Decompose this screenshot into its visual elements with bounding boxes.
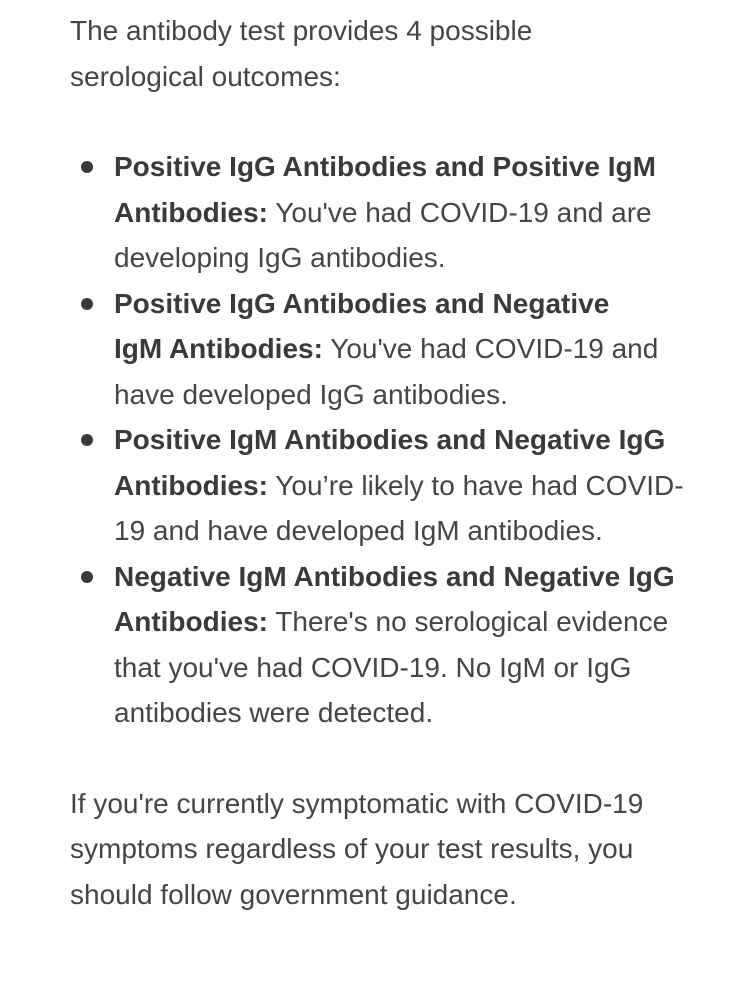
- outcome-description: There's no serological evidence that you've had COVID-19. No IgM or IgG antibodies were detected.: [114, 606, 669, 728]
- outcome-heading: Negative IgM Antibodies and Negative IgG Antibodies:: [114, 560, 675, 637]
- outcome-description: You've had COVID-19 and are developing IgG antibodies.: [114, 196, 652, 273]
- outcome-text-block: [114, 417, 684, 554]
- outcome-description: You've had COVID-19 and have developed IgG antibodies.: [114, 333, 659, 410]
- advice-paragraph: If you're currently symptomatic with COVID-19 symptoms regardless of your test results, you should follow government guidance.: [70, 787, 644, 910]
- outcome-text-block: [114, 144, 674, 281]
- bullet-icon: [81, 434, 93, 446]
- outcome-heading: Positive IgM Antibodies and Negative IgG Antibodies:: [114, 424, 666, 501]
- outcome-item: [70, 281, 706, 418]
- outcomes-list: [70, 144, 706, 736]
- outcome-description: You’re likely to have had COVID-19 and have developed IgM antibodies.: [114, 469, 684, 546]
- bullet-icon: [81, 161, 93, 173]
- outcome-text-block: [114, 281, 659, 418]
- bullet-icon: [81, 298, 93, 310]
- outcome-text-block: [114, 554, 684, 736]
- outcome-heading: Positive IgG Antibodies and Positive IgM Antibodies:: [114, 151, 656, 228]
- bullet-icon: [81, 571, 93, 583]
- outcome-heading: Positive IgG Antibodies and Negative IgM Antibodies:: [114, 287, 610, 364]
- outcome-item: [70, 144, 706, 281]
- outcome-item: [70, 417, 706, 554]
- outcome-item: [70, 554, 706, 736]
- intro-paragraph: The antibody test provides 4 possible serological outcomes:: [70, 15, 533, 92]
